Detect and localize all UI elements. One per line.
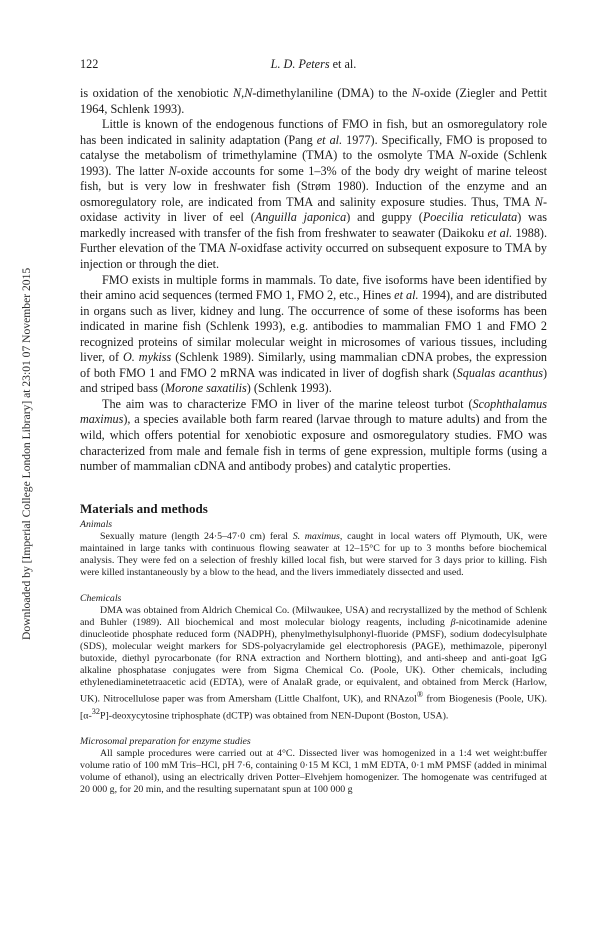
subheading-chemicals: Chemicals [80, 592, 122, 604]
running-head [80, 56, 547, 72]
chemicals-paragraph: DMA was obtained from Aldrich Chemical Co. (Milwaukee, USA) and recrystallized by the method of Schlenk and Buhler (1989). All biochemical and most molecular biology reagents, including β-nicotinamide adenine dinucleotide phosphate reduced form (NADPH), phenylmethylsulphonyl-fluoride (PMSF), sodium dodecylsulphate (SDS), molecular weight markers for SDS-polyacrylamide gel electrophoresis (PAGE), methimazole, piperonyl butoxide, diethyl pyrocarbonate (for RNA extraction and Northern blotting), and anti-sheep and anti-goat IgG alkaline phosphatase conjugates were from Sigma Chemical Co. (Poole, UK). Other chemicals, including ethylenediaminetetraacetic acid (EDTA), were of AnalaR grade, or equivalent, and obtained from Merck (Harlow, UK). Nitrocellulose paper was from Amersham (Little Chalfont, UK), and RNAzol® from Biogenesis (Poole, UK). [α-$^{32}$P]-deoxycytosine triphosphate (dCTP) was obtained from NEN-Dupont (Boston, USA). [80, 604, 547, 721]
running-head-authors: L. D. Peters [270, 57, 330, 71]
page-number: 122 [80, 57, 99, 71]
section-heading-methods: Materials and methods [80, 500, 208, 516]
intro-paragraph-3: FMO exists in multiple forms in mammals. To date, five isoforms have been identified by their amino acid sequences (termed FMO 1, FMO 2, etc., Hines et al. 1994), and are distributed in organs such as liver, kidney and lung. The occurrence of some of these isoforms has been indicated in marine fish (Schlenk 1993), e.g. antibodies to mammalian FMO 1 and FMO 2 recognized proteins of similar molecular weight in microsomes of various tissues, including liver, of O. mykiss (Schlenk 1989). Similarly, using mammalian cDNA probes, the expression of both FMO 1 and FMO 2 mRNA was indicated in liver of dogfish shark (Squalas acanthus) and striped bass (Morone saxatilis) (Schlenk 1993). [80, 272, 548, 396]
subheading-microsomal-preparation: Microsomal preparation for enzyme studies [80, 735, 251, 747]
download-watermark-text: Downloaded by [Imperial College London Library] at 23:01 07 November 2015 [20, 267, 33, 640]
subheading-animals: Animals [80, 518, 113, 530]
intro-paragraph-4: The aim was to characterize FMO in liver of the marine teleost turbot (Scophthalamus maximus), a species available both farm reared (larvae through to mature adults) and from the wild, which offers potential for xenobiotic exposure and osmoregulatory studies. FMO was characterized from male and female fish in terms of gene expression, multiple forms (using a number of mammalian cDNA and antibody probes) and catalytic properties. [80, 396, 547, 474]
intro-paragraph-2: Little is known of the endogenous functions of FMO in fish, but an osmoregulatory role has been indicated in salinity adaptation (Pang et al. 1977). Specifically, FMO is proposed to catalyse the metabolism of trimethylamine (TMA) to the osmolyte TMA N-oxide (Schlenk 1993). The latter N-oxide accounts for some 1–3% of the body dry weight of marine teleost fish, but is very low in freshwater fish (Strøm 1980). Induction of the enzyme and an osmoregulatory role, are indicated from TMA and salinity exposure studies. Thus, TMA N-oxidase activity in liver of eel (Anguilla japonica) and guppy (Poecilia reticulata) was markedly increased with transfer of the fish from freshwater to seawater (Daikoku et al. 1988). Further elevation of the TMA N-oxidfase activity occurred on subsequent exposure to TMA by injection or through the diet. [80, 117, 548, 272]
article-body [80, 86, 547, 796]
intro-paragraph-1: is oxidation of the xenobiotic N,N-dimethylaniline (DMA) to the N-oxide (Ziegler and Pettit 1964, Schlenk 1993). [80, 86, 547, 116]
microsomal-paragraph: All sample procedures were carried out at 4°C. Dissected liver was homogenized in a 1:4 wet weight:buffer volume ratio of 100 mM Tris–HCl, pH 7·6, containing 0·15 M KCl, 1 mM EDTA, 0·1 mM PMSF (added in minimal volume of ethanol), using an electrically driven Potter–Elvehjem homogenizer. The homogenate was centrifuged at 20 000 g, for 20 min, and the resulting supernatant spun at 100 000 g [80, 747, 547, 796]
page-header [80, 56, 547, 72]
running-head-et-al: et al. [329, 57, 357, 71]
animals-paragraph: Sexually mature (length 24·5–47·0 cm) feral S. maximus, caught in local waters off Plymouth, UK, were maintained in large tanks with continuous flowing seawater at 12–15°C for up to 3 months before biochemical analysis. They were fed on a selection of freshly killed local fish, but were starved for 3 days prior to killing. Fish were killed instantaneously by a blow to the head, and the livers immediately dissected and used. [80, 530, 548, 578]
